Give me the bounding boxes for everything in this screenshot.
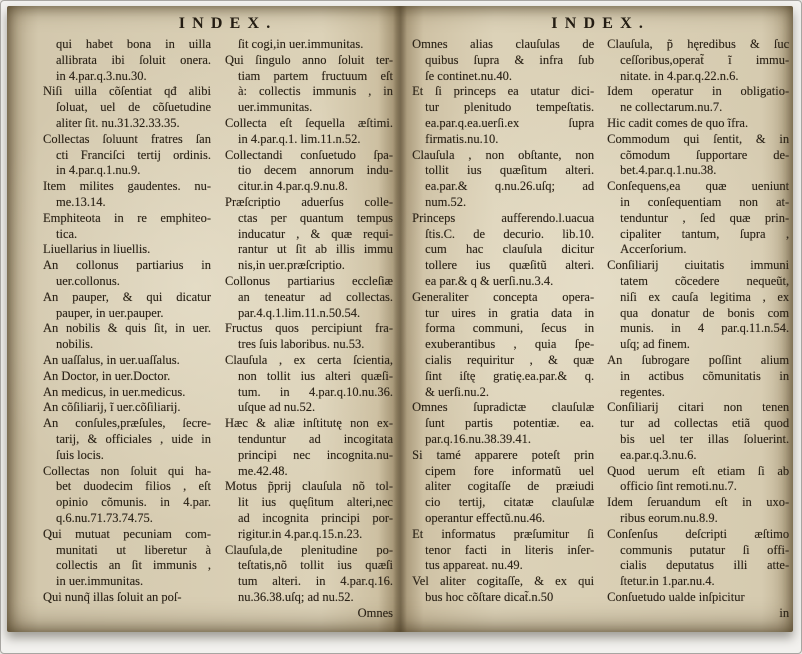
index-entry [43,84,211,131]
entry-line: principi nec incognita.nu- [238,447,393,462]
index-entry [43,590,211,606]
entry-line: tenor facti in literis inſer- [425,542,595,557]
index-entry [412,290,594,401]
entry-line: opinio cõmunis. in 4.par. [56,495,211,510]
entry-line: par.4.q.1.lim.11.n.50.54. [238,305,361,320]
entry-line: ea.par.q.ea.uerſi.ex ſupra [425,115,595,130]
entry-line: munitati ut liberetur à [56,542,211,557]
entry-line: citur.in 4.par.q.9.nu.8. [238,179,348,194]
index-entry [225,543,393,606]
entry-line: num.52. [425,194,467,209]
entry-line: lit ius quęſitum alteri,nec [238,495,393,510]
entry-line: tio decem annorum indu- [238,163,393,178]
entry-line: à: collectis immunis , in [238,84,393,99]
entry-line: ea.par.q.3.nu.6. [620,447,697,462]
index-entry [607,84,789,116]
catchword: in [779,605,790,620]
entry-line: Qui mutuat pecuniam com- [43,526,211,541]
entry-line: ribus eorum.nu.8.9. [620,510,718,525]
entry-line: tatem cõcedere nequeũt, [620,273,790,288]
entry-line: quibus ſupra & infra ſub [425,52,595,67]
index-entry [225,416,393,479]
entry-line: Commodum qui ſentit, & in [607,131,790,146]
entry-line: tur uires in gratia data in [425,305,595,320]
text-block-right [403,37,793,621]
entry-line: An collonus partiarius in [43,258,211,273]
page-header-left: INDEX. [178,15,278,32]
entry-line: in uer.immunitas. [56,574,144,589]
entry-line: niſi ex cauſa legitima , ex [620,289,790,304]
entry-line: ſunt partis potentiæ. ea. [425,416,595,431]
entry-line: rantur ut ſit ab illis immu [238,242,393,257]
entry-line: Vel aliter cogitaſſe, & ex qui [412,574,595,589]
entry-line: aliter ſit. nu.31.32.33.35. [56,115,180,130]
entry-line: Conſiliarij citari non tenen [607,400,790,415]
entry-line: Niſi uilla cõſentiat qđ alibi [43,84,211,99]
entry-line: Idem operatur in obligatio- [607,84,790,99]
entry-line: uer.immunitas. [238,100,313,115]
entry-line: tus appareat. nu.49. [425,558,523,573]
entry-line: Conſiliarij ciuitatis immuni [607,258,790,273]
entry-line: exuberantibus , quia ſpe- [425,337,595,352]
entry-line: in actibus cõmunitatis in [620,368,790,383]
text-block-left [7,37,396,621]
index-entry [43,258,211,290]
entry-line: an teneatur ad collectas. [238,289,393,304]
entry-line: Liuellarius in liuellis. [43,242,151,257]
entry-line: An ſubrogare poſſint alium [607,352,790,367]
index-entry [607,527,789,590]
entry-line: tollit ius quæſitum alteri. [425,163,595,178]
entry-line: operantur effectũ.nu.46. [425,510,546,525]
entry-line: tres ſuis laboribus. nu.53. [238,337,365,352]
entry-line: ad incognita principi por- [238,510,393,525]
entry-line: ſint iſtę gratię.ea.par.& q. [425,368,595,383]
entry-line: tur ad collectas etiã quod [620,416,790,431]
entry-line: Collonus partiarius eccleſiæ [225,273,393,288]
entry-line: tenduntur , ſed quæ prin- [620,210,790,225]
entry-line: bis uel ter illas ſoluerint. [620,431,790,446]
index-entry [43,179,211,211]
book-spread [7,6,793,632]
entry-line: in 4.par.q.1.nu.9. [56,163,141,178]
entry-line: Et ſi princeps ea utatur dici- [412,84,595,99]
entry-line: officio ſint remoti.nu.7. [620,479,737,494]
index-entry [607,132,789,179]
index-entry [43,416,211,463]
entry-line: me.42.48. [238,463,288,478]
index-entry [607,353,789,400]
index-entry [43,353,211,369]
index-entry [412,84,594,147]
index-entry [225,148,393,195]
index-entry [225,353,393,416]
entry-line: uſque ad nu.52. [238,400,316,415]
entry-line: ſuis locis. [56,447,104,462]
index-entry [43,321,211,353]
catchword: Omnes [357,605,393,620]
entry-line: cialis deputatus illi atte- [620,558,790,573]
index-entry [607,400,789,463]
index-entry [43,132,211,179]
entry-line: Collectas ſoluunt fratres ſan [43,131,211,146]
entry-line: Princeps aufferendo.l.uacua [412,210,595,225]
entry-line: An uaſſalus, in uer.uaſſalus. [43,352,180,367]
entry-line: Collecta eſt ſequella æſtimi. [225,115,393,130]
entry-line: tollere ius quæſitũ alteri. [425,258,595,273]
entry-line: collectis an ſit immunis , [56,558,211,573]
entry-line: aliter cogitaſſe de præiudi [425,479,595,494]
text-column-1 [43,37,211,621]
entry-line: in conſequentiam non at- [620,194,790,209]
entry-line: Qui ſingulo anno ſoluit ter- [225,52,393,67]
entry-line: Conſuetudo ualde inſpicitur [607,589,745,604]
index-entry [412,37,594,84]
entry-line: Conſequens,ea quæ ueniunt [607,179,790,194]
index-entry [607,116,789,132]
entry-line: non tollit ius alteri quæſi- [238,368,393,383]
entry-line: teſtatis,nõ tollit ius quæſi [238,558,393,573]
entry-line: Hic cadit comes de quo ĩfra. [607,115,749,130]
index-entry [412,574,594,606]
entry-line: tum alteri. in 4.par.q.16. [238,574,393,589]
index-entry [43,242,211,258]
entry-line: Omnes alias clauſulas de [412,37,595,51]
entry-line: An cõſiliarij, ĩ uer.cõſiliarij. [43,400,181,415]
entry-line: cipem fore informatũ uel [425,463,595,478]
index-entry [607,258,789,353]
entry-line: tica. [56,226,78,241]
page-left [7,6,396,632]
entry-line: ſtis.C. de decurio. lib.10. [425,226,595,241]
index-entry [225,479,393,542]
entry-line: qua donatur de bonis com [620,305,790,320]
entry-line: munis. in 4 par.q.11.n.54. [620,321,790,336]
index-entry [607,495,789,527]
text-column-2 [225,37,393,621]
entry-line: in 4.par.q.1. lim.11.n.52. [238,131,361,146]
entry-line: cio tertij, citatæ clauſulæ [425,495,595,510]
entry-line: Omnes ſupradictæ clauſulæ [412,400,595,415]
entry-line: ſe continet.nu.40. [425,68,512,83]
entry-line: tenduntur ad incogitata [238,431,393,446]
entry-line: cti Franciſci tertij ordinis. [56,147,211,162]
index-entry [43,400,211,416]
entry-line: tum. in 4.par.q.10.nu.36. [238,384,393,399]
entry-line: nu.36.38.uſq; ad nu.52. [238,589,354,604]
entry-line: firmatis.nu.10. [425,131,499,146]
entry-line: ceſſoribus,operat̃ ĩ immu- [620,52,790,67]
entry-line: An Doctor, in uer.Doctor. [43,368,171,383]
index-entry [225,116,393,148]
entry-line: An medicus, in uer.medicus. [43,384,186,399]
entry-line: An conſules,præſules, ſecre- [43,416,211,431]
entry-line: nitate. in 4.par.q.22.n.6. [620,68,739,83]
entry-line: ea.par.& q.nu.26.uſq; ad [425,179,595,194]
entry-line: tarij, & officiales , uide in [56,431,211,446]
entry-line: bet duodecim filios , eſt [56,479,211,494]
entry-line: Hæc & aliæ inſtitutę non ex- [225,416,393,431]
index-entry [43,369,211,385]
entry-line: Et informatus præſumitur ſi [412,526,595,541]
entry-line: nis,in uer.præſcriptio. [238,258,345,273]
entry-line: cõmodum ſupportare de- [620,147,790,162]
index-entry [225,274,393,321]
entry-line: Collectandi conſuetudo ſpa- [225,147,393,162]
index-entry [43,385,211,401]
entry-line: inducatur , & quæ requi- [238,226,393,241]
index-entry [412,527,594,574]
entry-line: nobilis. [56,337,94,352]
entry-line: rigitur.in 4.par.q.15.n.23. [238,526,363,541]
entry-line: tiam partem fructuum eſt [238,68,393,83]
entry-line: ſit cogi,in uer.immunitas. [238,37,364,51]
index-entry [43,527,211,590]
index-entry [225,53,393,116]
text-column-4 [607,37,789,621]
entry-line: Qui nunq̃ illas ſoluit an poſ- [43,589,182,604]
entry-line: Item milites gaudentes. nu- [43,179,211,194]
text-column-3 [412,37,594,621]
entry-line: cum hac clauſula dicitur [425,242,595,257]
entry-line: An nobilis & quis ſit, in uer. [43,321,211,336]
index-entry [412,211,594,290]
entry-line: Accerſorium. [620,242,687,257]
entry-line: Præſcriptio aduerſus colle- [225,194,393,209]
entry-line: ea par.& q & uerſi.nu.3.4. [425,273,554,288]
entry-line: uſq; ad finem. [620,337,690,352]
entry-line: Si tamé apparere poteſt prin [412,447,595,462]
entry-line: forma communi, ſecus in [425,321,595,336]
entry-line: Clauſula , non obſtante, non [412,147,595,162]
entry-line: bet.4.par.q.1.nu.38. [620,163,717,178]
entry-line: ſoluat, uel de cõſuetudine [56,100,211,115]
entry-line: & uerſi.nu.2. [425,384,490,399]
index-entry [43,37,211,84]
entry-line: Quod uerum eſt etiam ſi ab [607,463,790,478]
index-entry [225,195,393,274]
entry-line: allibrata ibi ſoluit onera. [56,52,211,67]
entry-line: Clauſula, p̃ hęredibus & ſuc [607,37,790,51]
entry-line: An pauper, & qui dicatur [43,289,211,304]
index-entry [607,590,789,606]
index-entry [412,448,594,527]
page-header-right: INDEX. [551,15,651,32]
entry-line: me.13.14. [56,194,106,209]
entry-line: bus hoc cõſtare dicat̃.n.50 [425,589,554,604]
entry-line: qui habet bona in uilla [56,37,211,51]
entry-line: Motus p̃prij clauſula nõ tol- [225,479,393,494]
page-right [403,6,793,632]
entry-line: Idem ſeruandum eſt in uxo- [607,495,790,510]
index-entry [43,290,211,322]
index-entry [607,37,789,84]
entry-line: Generaliter concepta opera- [412,289,595,304]
entry-line: uer.collonus. [56,273,120,288]
entry-line: Fructus quos percipiunt fra- [225,321,393,336]
entry-line: Collectas non ſoluit qui ha- [43,463,211,478]
entry-line: ne collectarum.nu.7. [620,100,723,115]
index-entry [225,37,393,53]
entry-line: Emphiteota in re emphiteo- [43,210,211,225]
index-entry [43,464,211,527]
entry-line: Clauſula , ex certa ſcientia, [225,352,393,367]
entry-line: cialis requiritur , & quæ [425,352,595,367]
index-entry [43,211,211,243]
entry-line: ſtetur.in 1.par.nu.4. [620,574,715,589]
index-entry [412,400,594,447]
entry-line: Conſenſus deſcripti æſtimo [607,526,790,541]
entry-line: in 4.par.q.3.nu.30. [56,68,147,83]
index-entry [225,321,393,353]
entry-line: cipaliter tantum, ſupra , [620,226,790,241]
index-entry [607,179,789,258]
entry-line: pauper, in uer.pauper. [56,305,164,320]
entry-line: Clauſula,de plenitudine po- [225,542,393,557]
index-entry [607,464,789,496]
entry-line: regentes. [620,384,665,399]
entry-line: tur plenitudo tempeſtatis. [425,100,595,115]
entry-line: q.6.nu.71.73.74.75. [56,510,153,525]
entry-line: communis putatur ſi offi- [620,542,790,557]
index-entry [412,148,594,211]
entry-line: par.q.16.nu.38.39.41. [425,431,532,446]
entry-line: ctas per quantum tempus [238,210,393,225]
